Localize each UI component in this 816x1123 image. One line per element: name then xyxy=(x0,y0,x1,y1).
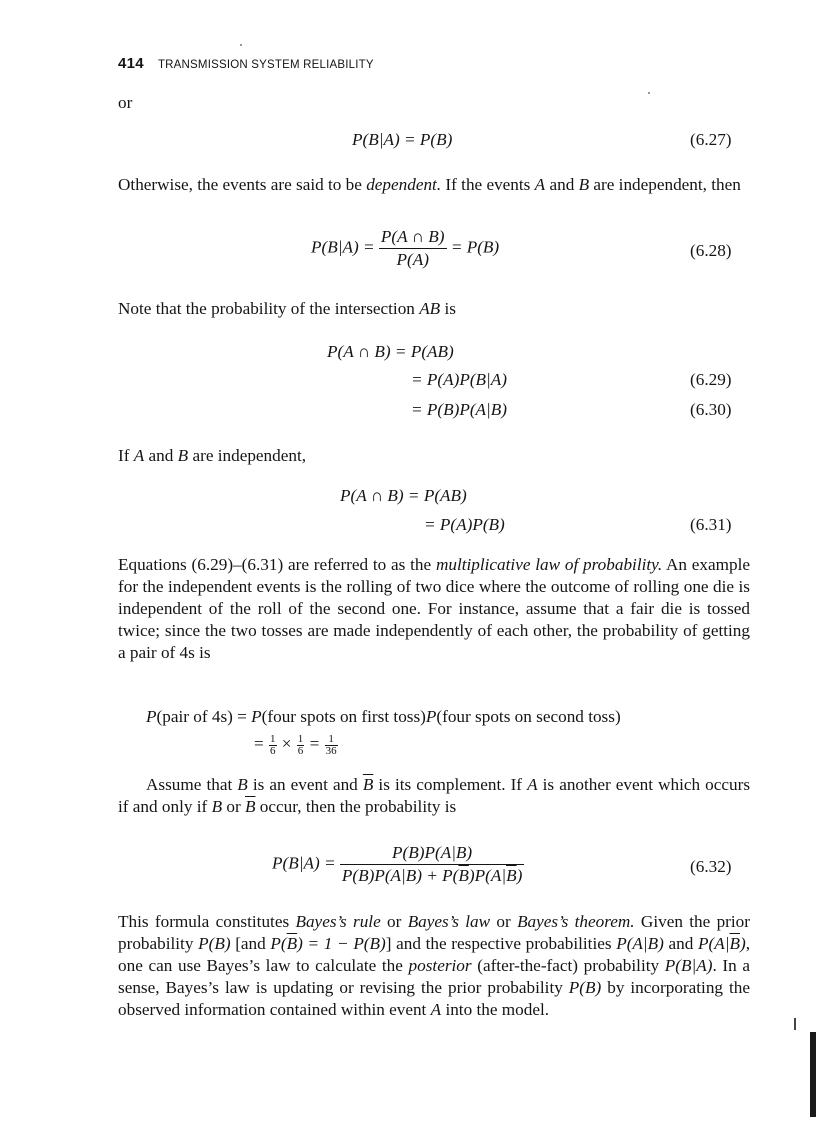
paragraph-complement: Assume that B is an event and $\overline{B}$ is its complement. If A is another event which occurs if and only if B or $\overline{B}$ occur, then the probability is xyxy=(118,775,751,816)
running-title: TRANSMISSION SYSTEM RELIABILITY xyxy=(157,59,374,71)
fraction-one-thirtysixth: $\frac{1}{36}$ xyxy=(325,732,337,757)
equation-6-27: P(B|A) = P(B) xyxy=(352,130,453,149)
fraction: $\frac{P(A \cap B)}{P(A)}$ xyxy=(380,227,445,269)
fraction-one-sixth: $\frac{1}{6}$ xyxy=(297,732,304,757)
term-bayes-law: Bayes’s law xyxy=(407,912,491,931)
equation-6-28: P(B|A) = $\frac{P(A \cap B)}{P(A)}$ = P(B) xyxy=(311,227,500,269)
equation-6-30: = P(B)P(A|B) xyxy=(411,400,508,419)
binding-shadow xyxy=(810,1032,816,1117)
paragraph-if-independent: If A and B are independent, xyxy=(118,446,307,465)
dice-equation-line2: = $\frac{1}{6}$ × $\frac{1}{6}$ = $\frac{1}{36}$ xyxy=(254,732,337,757)
paragraph-multiplicative-law: Equations (6.29)–(6.31) are referred to as the multiplicative law of probability. An example for the independent events is the rolling of two dice where the outcome of rolling one die is independent of the roll of the second one. For instance, assume that a fair die is tossed twice; since the two tosses are made independently of each other, the probability of getting a pair of 4s is xyxy=(118,555,750,662)
scan-speck xyxy=(240,44,242,46)
equation-number-6-30: (6.30) xyxy=(690,400,732,419)
fraction-bayes: $\frac{P(B)P(A|B)}{P(B)P(A|B) + P(\overline{B})P(A|\overline{B})}$ xyxy=(341,843,523,885)
lead-word: or xyxy=(118,93,133,112)
equation-6-32: P(B|A) = $\frac{P(B)P(A|B)}{P(B)P(A|B) + P(\overline{B})P(A|\overline{B})}$ xyxy=(272,843,523,885)
page-number: 414 xyxy=(118,55,144,72)
paragraph-intersection: Note that the probability of the intersection AB is xyxy=(118,299,456,318)
term-multiplicative-law: multiplicative law of probability. xyxy=(435,555,663,574)
equation-number-6-28: (6.28) xyxy=(690,241,732,260)
equation-number-6-32: (6.32) xyxy=(690,857,732,876)
fraction-one-sixth: $\frac{1}{6}$ xyxy=(270,732,276,757)
equation-6-31-line1: P(A ∩ B) = P(AB) xyxy=(340,486,467,505)
equation-number-6-29: (6.29) xyxy=(690,370,732,389)
dice-equation-line1: P(pair of 4s) = P(four spots on first toss)P(four spots on second toss) xyxy=(146,707,621,726)
paragraph-dependent: Otherwise, the events are said to be dependent. If the events A and B are independent, then xyxy=(118,175,741,194)
running-header xyxy=(118,55,374,73)
scan-speck xyxy=(794,1018,796,1030)
term-dependent: dependent. xyxy=(366,175,442,194)
equation-number-6-31: (6.31) xyxy=(690,515,732,534)
equation-6-29-line1: P(A ∩ B) = P(AB) xyxy=(327,342,454,361)
paragraph-bayes-rule: This formula constitutes Bayes’s rule or Bayes’s law or Bayes’s theorem. Given the prior probability P(B) [and $P(\overline{B}) = 1 - P(B)$] and the respective probabilities P(A|B) and $P(A|\overline{B})$, one can use Bayes’s law to calculate the posterior (after-the-fact) probability P(B|A). In a sense, Bayes’s law is updating or revising the prior probability P(B) by incorporating the observed information contained within event A into the model. xyxy=(118,912,750,1019)
equation-6-31-line2: = P(A)P(B) xyxy=(424,515,505,534)
term-bayes-rule: Bayes’s rule xyxy=(295,912,381,931)
equation-number-6-27: (6.27) xyxy=(690,130,732,149)
equation-6-29-line2: = P(A)P(B|A) xyxy=(411,370,508,389)
term-posterior: posterior xyxy=(408,956,472,975)
term-bayes-theorem: Bayes’s theorem. xyxy=(517,912,635,931)
